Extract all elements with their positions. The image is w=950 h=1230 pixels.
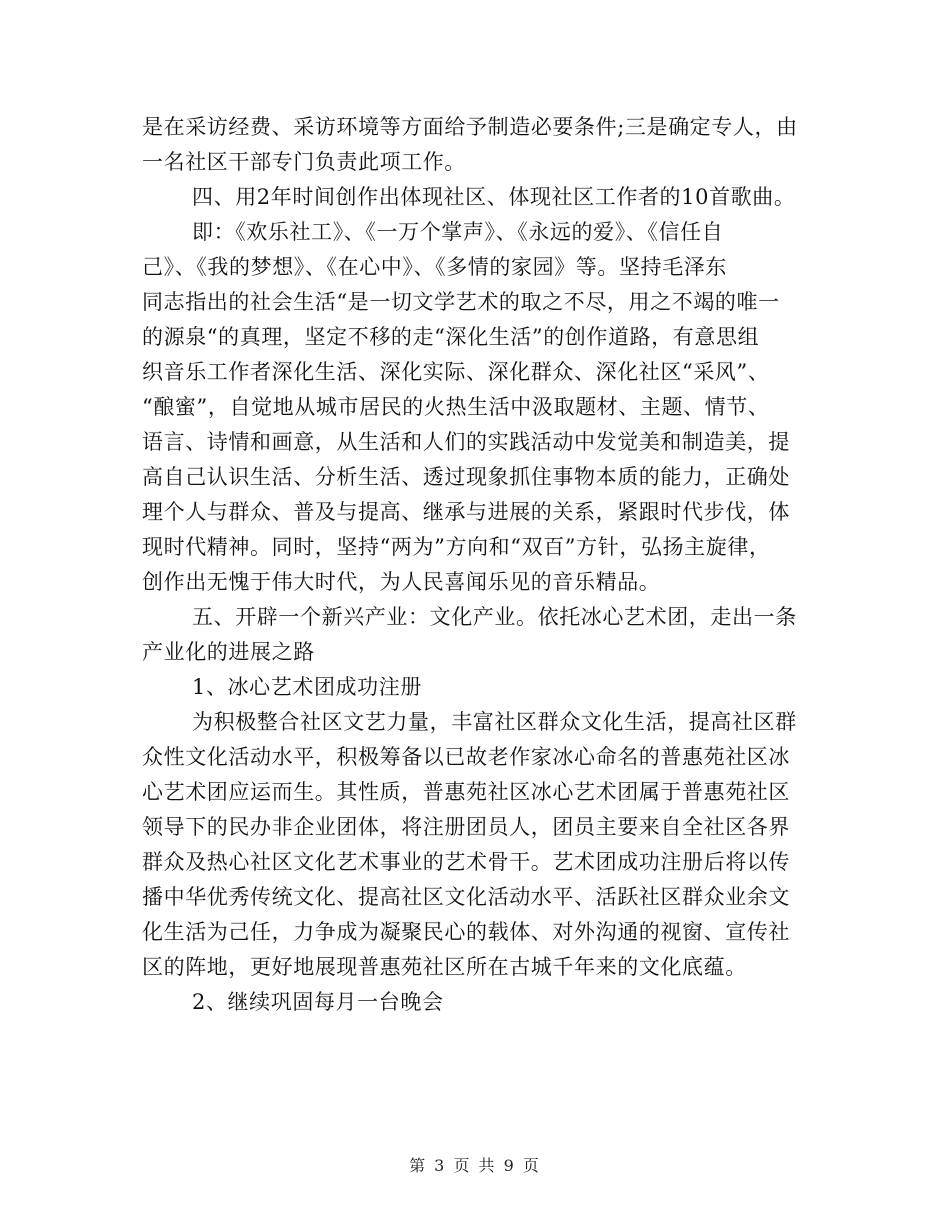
text-line: 理个人与群众、普及与提高、继承与进展的关系，紧跟时代步伐，体 [142, 500, 790, 524]
text-line: 的源泉“的真理，坚定不移的走“深化生活”的创作道路，有意思组 [142, 325, 760, 349]
text-line: 群众及热心社区文化艺术事业的艺术骨干。艺术团成功注册后将以传 [142, 850, 790, 874]
text-line: 己》、《我的梦想》、《在心中》、《多情的家园》等。坚持毛泽东 [142, 255, 727, 279]
text-line: 现时代精神。同时，坚持“两为”方向和“双百”方针，弘扬主旋律， [142, 535, 771, 559]
text-line: 五、开辟一个新兴产业：文化产业。依托冰心艺术团，走出一条 [192, 605, 797, 629]
text-line: 化生活为己任，力争成为凝聚民心的载体、对外沟通的视窗、宣传社 [142, 920, 790, 944]
text-line: 是在采访经费、采访环境等方面给予制造必要条件;三是确定专人，由 [142, 115, 798, 139]
text-line: 产业化的进展之路 [142, 640, 315, 664]
text-line: 为积极整合社区文艺力量，丰富社区群众文化生活，提高社区群 [192, 710, 797, 734]
text-line: 1、冰心艺术团成功注册 [192, 675, 422, 699]
text-line: 播中华优秀传统文化、提高社区文化活动水平、活跃社区群众业余文 [142, 885, 790, 909]
text-line: 2、继续巩固每月一台晚会 [192, 990, 444, 1014]
text-line: 领导下的民办非企业团体，将注册团员人，团员主要来自全社区各界 [142, 815, 790, 839]
text-line: 心艺术团应运而生。其性质，普惠苑社区冰心艺术团属于普惠苑社区 [142, 780, 790, 804]
text-line: 同志指出的社会生活“是一切文学艺术的取之不尽，用之不竭的唯一 [142, 290, 780, 314]
text-line: 语言、诗情和画意，从生活和人们的实践活动中发觉美和制造美，提 [142, 430, 790, 454]
text-line: 区的阵地，更好地展现普惠苑社区所在古城千年来的文化底蕴。 [142, 955, 747, 979]
text-line: 众性文化活动水平，积极筹备以已故老作家冰心命名的普惠苑社区冰 [142, 745, 790, 769]
document-body [142, 110, 812, 1020]
text-line: 一名社区干部专门负责此项工作。 [142, 150, 466, 174]
text-line: “酿蜜”，自觉地从城市居民的火热生活中汲取题材、主题、情节、 [142, 395, 770, 419]
text-line: 创作出无愧于伟大时代，为人民喜闻乐见的音乐精品。 [142, 570, 661, 594]
text-line: 高自己认识生活、分析生活、透过现象抓住事物本质的能力，正确处 [142, 465, 790, 489]
text-line: 即：《欢乐社工》、《一万个掌声》、《永远的爱》、《信任自 [192, 220, 724, 244]
text-line: 四、用2年时间创作出体现社区、体现社区工作者的10首歌曲。 [192, 185, 796, 209]
page-footer: 第 3 页 共 9 页 [409, 1156, 541, 1175]
text-line: 织音乐工作者深化生活、深化实际、深化群众、深化社区“采风”、 [142, 360, 770, 384]
